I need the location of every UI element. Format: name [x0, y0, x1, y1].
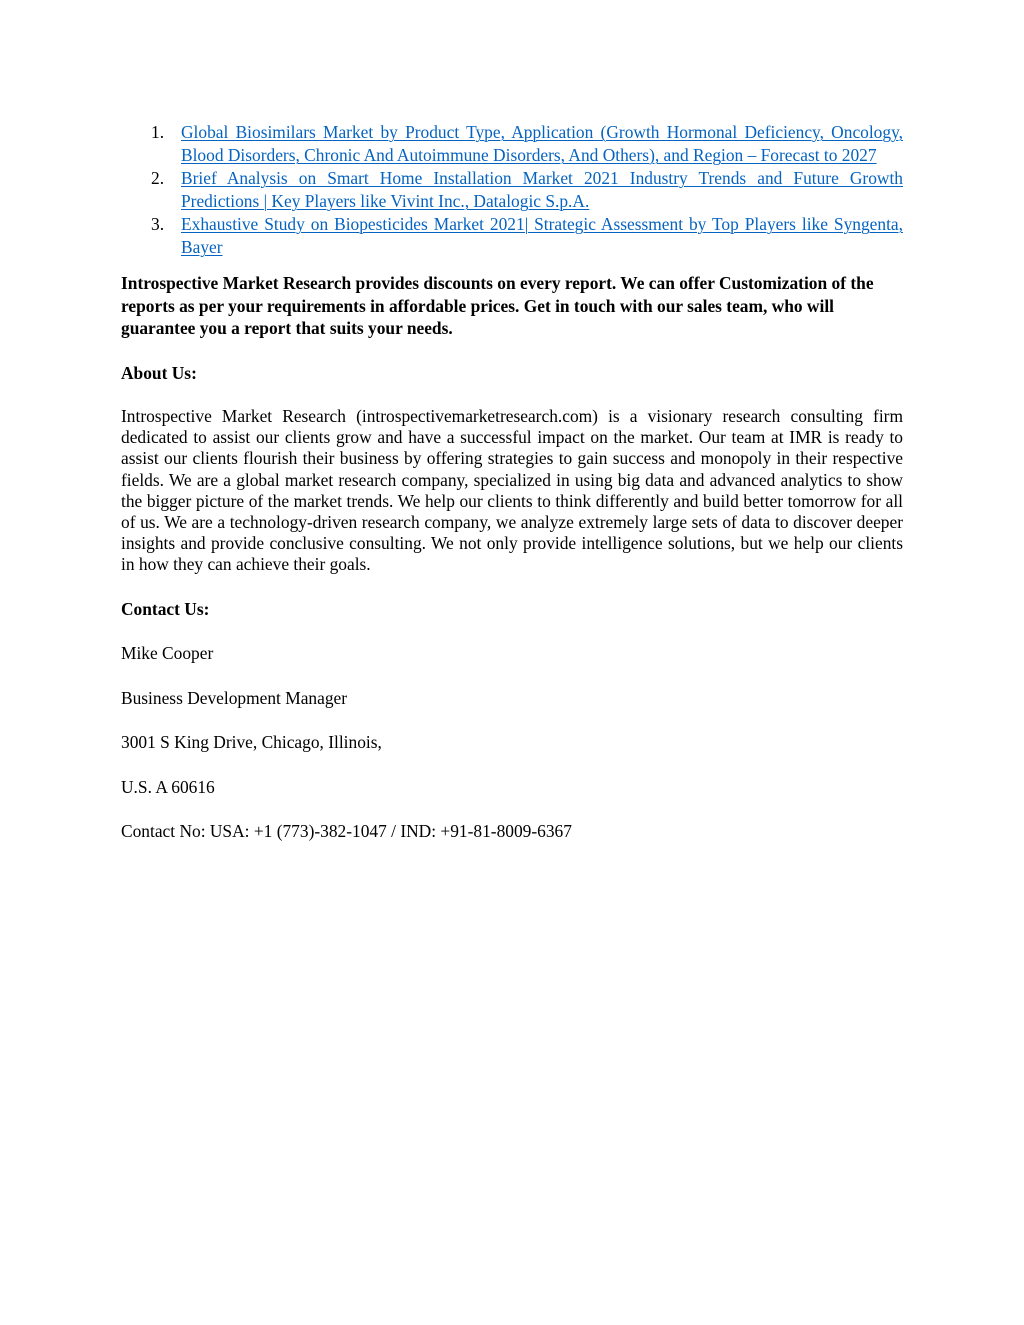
related-reports-list: [121, 121, 903, 259]
about-paragraph: Introspective Market Research (introspectivemarketresearch.com) is a visionary research consulting firm dedicated to assist our clients grow and have a successful impact on the market. Our team at IMR is ready to assist our clients flourish their business by offering strategies to gain success and monopoly in their respective fields. We are a global market research company, specialized in using big data and advanced analytics to show the bigger picture of the market trends. We help our clients to think differently and build better tomorrow for all of us. We are a technology-driven research company, we analyze extremely large sets of data to discover deeper insights and provide conclusive consulting. We not only provide intelligence solutions, but we help our clients in how they can achieve their goals.: [121, 406, 903, 575]
promo-paragraph: Introspective Market Research provides discounts on every report. We can offer Customization of the reports as per your requirements in affordable prices. Get in touch with our sales team, who will guarantee you a report that suits your needs.: [121, 273, 874, 338]
contact-role: Business Development Manager: [121, 687, 348, 708]
contact-address-street: 3001 S King Drive, Chicago, Illinois,: [121, 732, 382, 753]
page-content: [121, 121, 903, 843]
report-link-biosimilars[interactable]: Global Biosimilars Market by Product Type, Application (Growth Hormonal Deficiency, Oncology, Blood Disorders, Chronic And Autoimmune Disorders, And Others), and Region – Forecast to 2027: [181, 122, 903, 165]
list-item-number: 3.: [151, 214, 165, 234]
list-item: [121, 213, 903, 259]
list-item: [121, 121, 903, 167]
contact-address-country: U.S. A 60616: [121, 776, 215, 797]
contact-phone: Contact No: USA: +1 (773)-382-1047 / IND: +91-81-8009-6367: [121, 821, 572, 842]
report-link-smart-home[interactable]: Brief Analysis on Smart Home Installation Market 2021 Industry Trends and Future Growth Predictions | Key Players like Vivint Inc., Datalogic S.p.A.: [181, 168, 903, 211]
contact-name: Mike Cooper: [121, 643, 214, 664]
list-item-number: 1.: [151, 122, 165, 142]
about-heading: About Us:: [121, 362, 197, 383]
list-item-number: 2.: [151, 168, 165, 188]
report-link-biopesticides[interactable]: Exhaustive Study on Biopesticides Market 2021| Strategic Assessment by Top Players like Syngenta, Bayer: [181, 214, 903, 257]
list-item: [121, 167, 903, 213]
contact-heading: Contact Us:: [121, 598, 210, 619]
